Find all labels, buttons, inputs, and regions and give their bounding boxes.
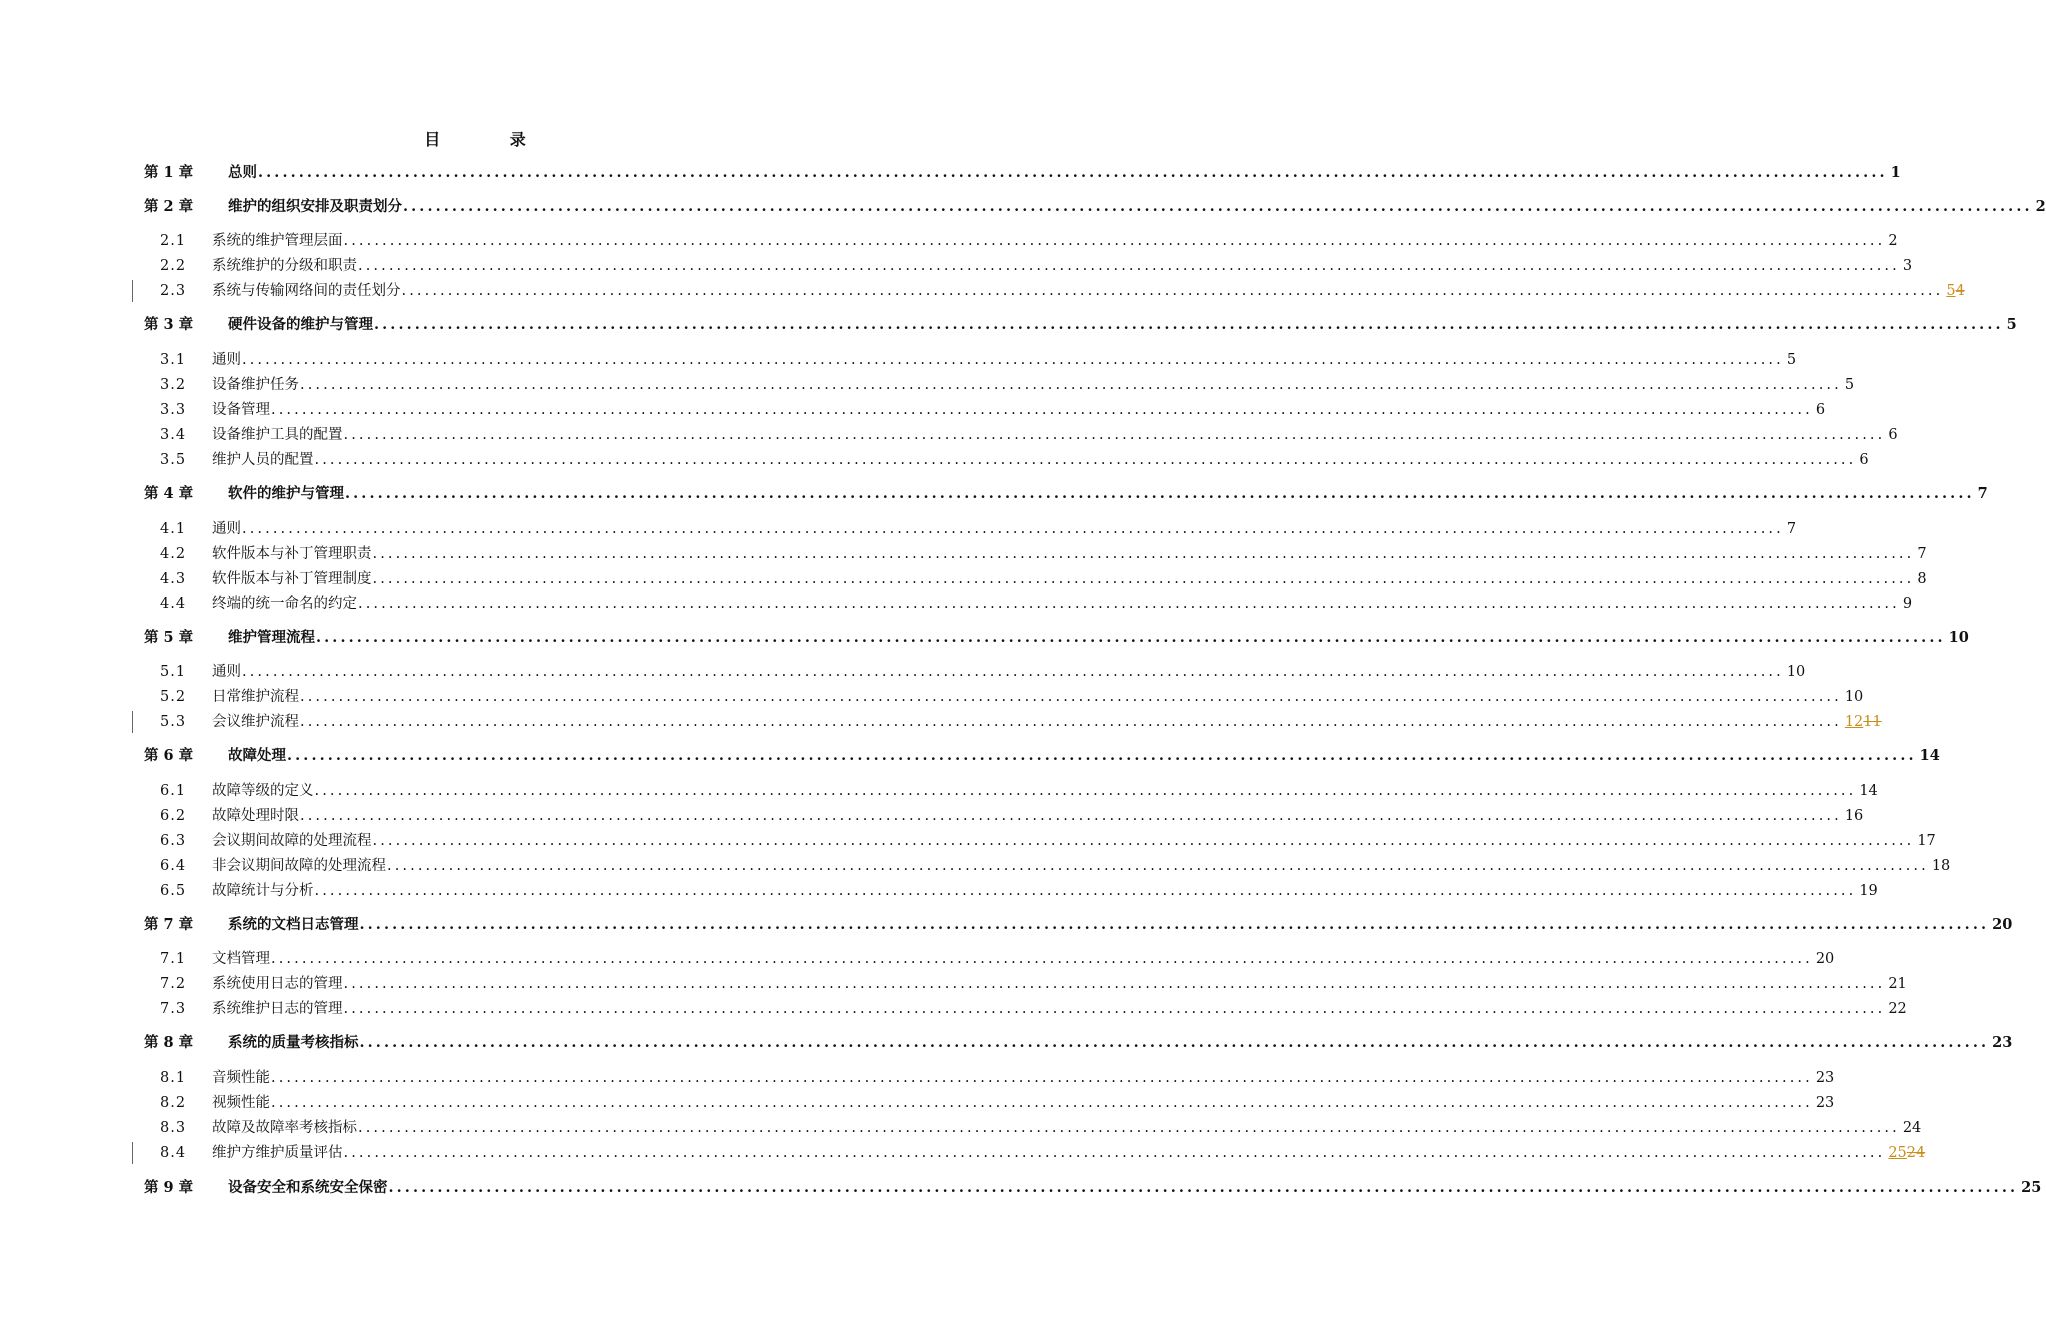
toc-entry-title: 设备安全和系统安全保密: [228, 1179, 388, 1196]
toc-chapter-entry[interactable]: [144, 1031, 2013, 1055]
toc-entry-title: 维护方维护质量评估: [212, 1145, 343, 1161]
toc-entry-title: 故障处理: [228, 747, 286, 764]
toc-dot-leader: ........................................................................................................................................................................................................: [374, 316, 2004, 333]
toc-page-number: [1946, 279, 1964, 303]
toc-section-entry[interactable]: [144, 423, 1898, 447]
toc-section-entry[interactable]: [144, 1091, 1835, 1115]
toc-page-number: 10: [1844, 689, 1864, 705]
toc-dot-leader: ........................................................................................................................................................................................................: [358, 596, 1900, 612]
toc-entry-number: 6.3: [160, 833, 187, 849]
toc-page-number: [1845, 710, 1882, 734]
toc-page-number: 3: [1902, 258, 1913, 274]
toc-entry-number: 4.1: [160, 521, 187, 537]
toc-entry-title: 会议维护流程: [212, 714, 299, 730]
toc-entry-number: 5.2: [160, 689, 187, 705]
toc-entry-title: 故障统计与分析: [212, 883, 314, 899]
revision-change-bar: [132, 280, 133, 302]
toc-entry-number: 第 4 章: [144, 485, 194, 502]
revision-change-bar: [132, 1142, 133, 1164]
inserted-page-number: 12: [1844, 714, 1864, 730]
toc-entry-number: 2.1: [160, 233, 187, 249]
toc-page-number: 9: [1902, 596, 1913, 612]
toc-entry-title: 视频性能: [212, 1095, 270, 1111]
toc-entry-title: 音频性能: [212, 1070, 270, 1086]
toc-page-number: [1888, 1141, 1925, 1165]
toc-entry-title: 软件版本与补丁管理制度: [212, 571, 372, 587]
toc-entry-number: 3.3: [160, 402, 187, 418]
toc-dot-leader: ........................................................................................................................................................................................................: [314, 452, 1857, 468]
toc-entry-title: 会议期间故障的处理流程: [212, 833, 372, 849]
toc-entry-title: 系统维护日志的管理: [212, 1001, 343, 1017]
toc-chapter-entry[interactable]: [144, 1176, 2042, 1200]
toc-entry-number: 3.5: [160, 452, 187, 468]
toc-entry-title: 故障等级的定义: [212, 783, 314, 799]
toc-entry-number: 第 1 章: [144, 164, 194, 181]
deleted-page-number: 24: [1906, 1145, 1926, 1161]
toc-page-number: 2: [2035, 198, 2046, 215]
toc-page-number: 2: [1888, 233, 1898, 249]
toc-page-number: 7: [1786, 521, 1797, 537]
toc-entry-number: 第 3 章: [144, 316, 194, 333]
toc-entry-number: 8.2: [160, 1095, 187, 1111]
toc-entry-number: 8.4: [160, 1145, 187, 1161]
toc-title: 目 录: [424, 130, 558, 149]
toc-entry-number: 第 2 章: [144, 198, 194, 215]
toc-section-entry[interactable]: [144, 879, 1878, 903]
toc-page-number: 23: [1992, 1034, 2013, 1051]
toc-page-number: 21: [1888, 976, 1907, 992]
toc-section-entry[interactable]: [144, 804, 1864, 828]
toc-page-number: 20: [1815, 951, 1835, 967]
toc-dot-leader: ........................................................................................................................................................................................................: [401, 283, 1944, 299]
toc-entry-title: 系统的质量考核指标: [228, 1034, 359, 1051]
toc-dot-leader: ........................................................................................................................................................................................................: [345, 485, 1975, 502]
toc-entry-number: 2.3: [160, 283, 187, 299]
toc-section-entry[interactable]: [144, 517, 1797, 541]
toc-entry-number: 3.2: [160, 377, 187, 393]
toc-entry-number: 8.1: [160, 1070, 187, 1086]
toc-entry-title: 系统与传输网络间的责任划分: [212, 283, 401, 299]
toc-page-number: 10: [1786, 664, 1806, 680]
revision-change-bar: [132, 711, 133, 733]
toc-entry-number: 2.2: [160, 258, 187, 274]
toc-dot-leader: ........................................................................................................................................................................................................: [403, 198, 2033, 215]
toc-dot-leader: ........................................................................................................................................................................................................: [316, 629, 1946, 646]
toc-dot-leader: ........................................................................................................................................................................................................: [343, 1145, 1886, 1161]
toc-page-number: 14: [1919, 747, 1940, 764]
toc-dot-leader: ........................................................................................................................................................................................................: [372, 571, 1915, 587]
toc-entry-number: 7.3: [160, 1001, 187, 1017]
toc-page-number: 1: [1890, 164, 1901, 181]
toc-dot-leader: ........................................................................................................................................................................................................: [358, 1120, 1900, 1136]
toc-page-number: 6: [1888, 427, 1898, 443]
toc-section-entry[interactable]: [144, 567, 1927, 591]
toc-entry-number: 6.2: [160, 808, 187, 824]
toc-entry-title: 非会议期间故障的处理流程: [212, 858, 386, 874]
toc-entry-number: 6.1: [160, 783, 187, 799]
toc-chapter-entry[interactable]: [144, 313, 2017, 337]
toc-dot-leader: ........................................................................................................................................................................................................: [271, 951, 1813, 967]
toc-entry-title: 硬件设备的维护与管理: [228, 316, 373, 333]
toc-dot-leader: ........................................................................................................................................................................................................: [314, 883, 1857, 899]
toc-entry-title: 通则: [212, 664, 241, 680]
toc-entry-number: 4.2: [160, 546, 187, 562]
deleted-page-number: 4: [1955, 283, 1965, 299]
toc-entry-title: 维护的组织安排及职责划分: [228, 198, 402, 215]
toc-section-entry[interactable]: [144, 660, 1806, 684]
toc-entry-title: 总则: [228, 164, 257, 181]
toc-entry-title: 维护管理流程: [228, 629, 315, 646]
toc-dot-leader: ........................................................................................................................................................................................................: [300, 689, 1842, 705]
toc-dot-leader: ........................................................................................................................................................................................................: [271, 1070, 1813, 1086]
toc-page-number: 23: [1815, 1070, 1835, 1086]
toc-page-number: 6: [1859, 452, 1869, 468]
toc-section-entry[interactable]: [144, 279, 1965, 303]
toc-entry-title: 软件的维护与管理: [228, 485, 344, 502]
toc-dot-leader: ........................................................................................................................................................................................................: [359, 1034, 1990, 1051]
toc-chapter-entry[interactable]: [144, 195, 2046, 219]
toc-page-number: 5: [2006, 316, 2017, 333]
toc-entry-number: 5.1: [160, 664, 187, 680]
toc-entry-title: 设备维护任务: [212, 377, 299, 393]
inserted-page-number: 25: [1888, 1145, 1907, 1161]
toc-entry-number: 第 8 章: [144, 1034, 194, 1051]
toc-page-number: 7: [1977, 485, 1988, 502]
toc-entry-number: 7.1: [160, 951, 187, 967]
toc-section-entry[interactable]: [144, 779, 1878, 803]
toc-dot-leader: ........................................................................................................................................................................................................: [300, 377, 1842, 393]
toc-entry-title: 系统的维护管理层面: [212, 233, 343, 249]
deleted-page-number: 11: [1863, 714, 1882, 730]
toc-page-number: 17: [1917, 833, 1936, 849]
toc-entry-title: 系统维护的分级和职责: [212, 258, 357, 274]
toc-section-entry[interactable]: [144, 947, 1835, 971]
toc-dot-leader: ........................................................................................................................................................................................................: [242, 664, 1784, 680]
toc-chapter-entry[interactable]: [144, 626, 1969, 650]
toc-chapter-entry[interactable]: [144, 161, 1901, 185]
toc-section-entry[interactable]: [144, 398, 1826, 422]
toc-section-entry[interactable]: [144, 592, 1913, 616]
toc-section-entry[interactable]: [144, 854, 1951, 878]
toc-dot-leader: ........................................................................................................................................................................................................: [314, 783, 1857, 799]
toc-page-number: 14: [1859, 783, 1878, 799]
toc-entry-title: 系统的文档日志管理: [228, 916, 359, 933]
toc-dot-leader: ........................................................................................................................................................................................................: [242, 352, 1784, 368]
toc-dot-leader: ........................................................................................................................................................................................................: [372, 833, 1915, 849]
toc-dot-leader: ........................................................................................................................................................................................................: [271, 402, 1813, 418]
toc-entry-title: 软件版本与补丁管理职责: [212, 546, 372, 562]
toc-entry-title: 通则: [212, 521, 241, 537]
toc-page-number: 6: [1815, 402, 1826, 418]
toc-page-number: 23: [1815, 1095, 1835, 1111]
toc-entry-number: 6.5: [160, 883, 187, 899]
toc-entry-number: 5.3: [160, 714, 187, 730]
toc-entry-title: 系统使用日志的管理: [212, 976, 343, 992]
toc-entry-number: 第 9 章: [144, 1179, 194, 1196]
toc-section-entry[interactable]: [144, 448, 1869, 472]
toc-dot-leader: ........................................................................................................................................................................................................: [287, 747, 1917, 764]
toc-entry-title: 设备维护工具的配置: [212, 427, 343, 443]
toc-entry-number: 7.2: [160, 976, 187, 992]
toc-page-number: 22: [1888, 1001, 1907, 1017]
toc-entry-number: 3.4: [160, 427, 187, 443]
toc-dot-leader: ........................................................................................................................................................................................................: [343, 233, 1886, 249]
toc-entry-number: 第 5 章: [144, 629, 194, 646]
toc-entry-title: 终端的统一命名的约定: [212, 596, 357, 612]
toc-entry-number: 第 7 章: [144, 916, 194, 933]
toc-page-number: 16: [1844, 808, 1864, 824]
toc-entry-number: 8.3: [160, 1120, 187, 1136]
toc-section-entry[interactable]: [144, 229, 1898, 253]
toc-section-entry[interactable]: [144, 710, 1882, 734]
toc-dot-leader: ........................................................................................................................................................................................................: [359, 916, 1990, 933]
toc-entry-title: 文档管理: [212, 951, 270, 967]
toc-section-entry[interactable]: [144, 254, 1913, 278]
toc-dot-leader: ........................................................................................................................................................................................................: [300, 808, 1842, 824]
inserted-page-number: 5: [1946, 283, 1956, 299]
toc-entry-number: 4.4: [160, 596, 187, 612]
toc-dot-leader: ........................................................................................................................................................................................................: [372, 546, 1915, 562]
toc-section-entry[interactable]: [144, 348, 1797, 372]
toc-entry-number: 4.3: [160, 571, 187, 587]
toc-dot-leader: ........................................................................................................................................................................................................: [358, 258, 1900, 274]
toc-chapter-entry[interactable]: [144, 482, 1988, 506]
toc-dot-leader: ........................................................................................................................................................................................................: [258, 164, 1888, 181]
toc-page-number: 8: [1917, 571, 1927, 587]
toc-section-entry[interactable]: [144, 1116, 1922, 1140]
toc-dot-leader: ........................................................................................................................................................................................................: [300, 714, 1842, 730]
toc-entry-title: 通则: [212, 352, 241, 368]
toc-dot-leader: ........................................................................................................................................................................................................: [388, 1179, 2019, 1196]
toc-entry-number: 3.1: [160, 352, 187, 368]
toc-entry-title: 故障及故障率考核指标: [212, 1120, 357, 1136]
toc-dot-leader: ........................................................................................................................................................................................................: [242, 521, 1784, 537]
toc-dot-leader: ........................................................................................................................................................................................................: [271, 1095, 1813, 1111]
toc-page-number: 18: [1931, 858, 1951, 874]
toc-section-entry[interactable]: [144, 997, 1907, 1021]
toc-entry-title: 维护人员的配置: [212, 452, 314, 468]
toc-section-entry[interactable]: [144, 542, 1927, 566]
toc-chapter-entry[interactable]: [144, 913, 2013, 937]
toc-entry-title: 故障处理时限: [212, 808, 299, 824]
toc-section-entry[interactable]: [144, 373, 1855, 397]
toc-page-number: 25: [2021, 1179, 2042, 1196]
toc-entry-number: 第 6 章: [144, 747, 194, 764]
toc-entry-title: 设备管理: [212, 402, 270, 418]
toc-page-number: 19: [1859, 883, 1878, 899]
toc-dot-leader: ........................................................................................................................................................................................................: [343, 427, 1886, 443]
toc-dot-leader: ........................................................................................................................................................................................................: [343, 976, 1886, 992]
toc-dot-leader: ........................................................................................................................................................................................................: [387, 858, 1929, 874]
toc-section-entry[interactable]: [144, 1141, 1926, 1165]
toc-page-number: 7: [1917, 546, 1927, 562]
toc-page-number: 20: [1992, 916, 2013, 933]
toc-section-entry[interactable]: [144, 685, 1864, 709]
toc-page-number: 24: [1902, 1120, 1922, 1136]
toc-entry-number: 6.4: [160, 858, 187, 874]
toc-dot-leader: ........................................................................................................................................................................................................: [343, 1001, 1886, 1017]
toc-section-entry[interactable]: [144, 829, 1936, 853]
toc-section-entry[interactable]: [144, 1066, 1835, 1090]
toc-chapter-entry[interactable]: [144, 744, 1940, 768]
toc-entry-title: 日常维护流程: [212, 689, 299, 705]
toc-page-number: 5: [1844, 377, 1855, 393]
toc-page-number: 10: [1948, 629, 1969, 646]
toc-page-number: 5: [1786, 352, 1797, 368]
toc-section-entry[interactable]: [144, 972, 1907, 996]
